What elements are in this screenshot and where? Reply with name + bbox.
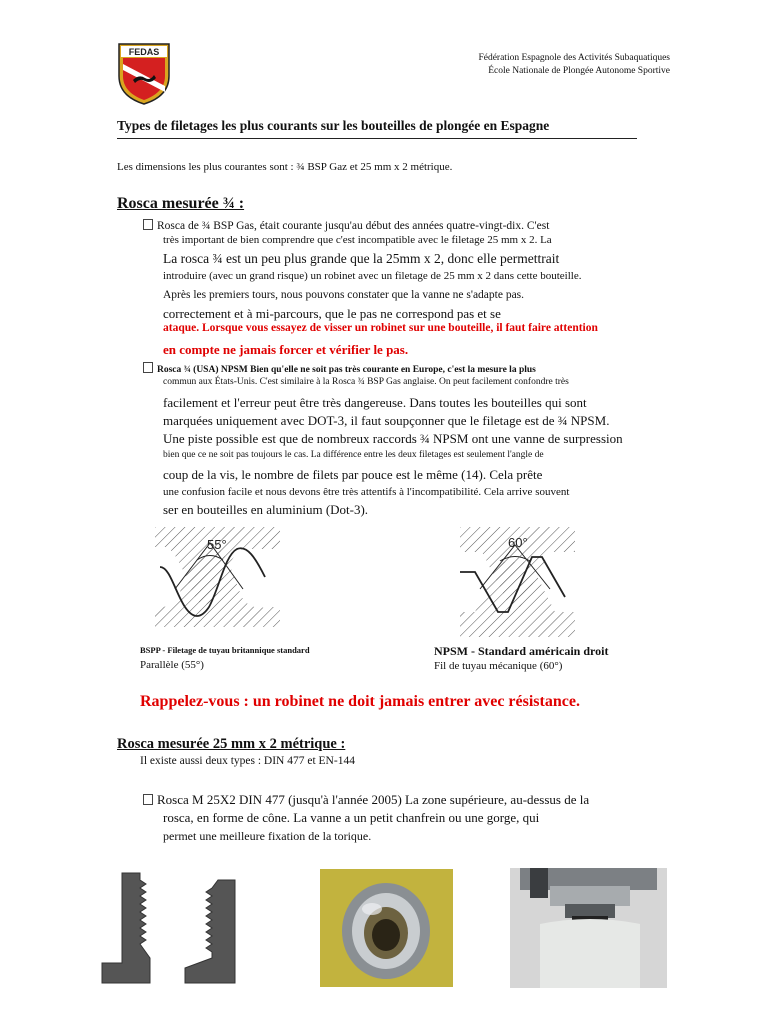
intro-text: Les dimensions les plus courantes sont : ¾ BSP Gaz et 25 mm x 2 métrique. bbox=[117, 161, 453, 173]
bullet1-line5: Après les premiers tours, nous pouvons constater que la vanne ne s'adapte pas. bbox=[163, 289, 525, 301]
bspp-caption-title: BSPP - Filetage de tuyau britannique standard bbox=[140, 645, 310, 655]
npsm-caption: Fil de tuyau mécanique (60°) bbox=[434, 660, 563, 672]
valve-oring-photo bbox=[510, 868, 667, 988]
bullet2-line1: Rosca ¾ (USA) NPSM Bien qu'elle ne soit pas très courante en Europe, c'est la mesure la plus bbox=[143, 362, 536, 375]
reminder-warning: Rappelez-vous : un robinet ne doit jamais entrer avec résistance. bbox=[140, 693, 580, 710]
npsm-angle-label: 60° bbox=[508, 535, 528, 550]
checkbox-icon bbox=[143, 794, 153, 805]
header-organization bbox=[420, 52, 670, 78]
section2-subtitle: Il existe aussi deux types : DIN 477 et EN-144 bbox=[140, 755, 355, 767]
logo-text: FEDAS bbox=[128, 47, 160, 57]
bullet1-line3: La rosca ¾ est un peu plus grande que la 25mm x 2, donc elle permettrait bbox=[163, 251, 560, 266]
cylinder-neck-photo bbox=[320, 869, 453, 987]
bullet2-line8: une confusion facile et nous devons être très attentifs à l'incompatibilité. Cela arrive souvent bbox=[163, 486, 570, 498]
bspp-thread-diagram bbox=[155, 527, 280, 627]
s2-bullet-line2: rosca, en forme de cône. La vanne a un petit chanfrein ou une gorge, qui bbox=[163, 810, 540, 825]
org-line-1: Fédération Espagnole des Activités Subaquatiques bbox=[478, 53, 670, 63]
npsm-caption-title: NPSM - Standard américain droit bbox=[434, 644, 609, 658]
bullet2-line5: Une piste possible est que de nombreux raccords ¾ NPSM ont une vanne de surpression bbox=[163, 431, 623, 446]
bullet1-warning-line1: ataque. Lorsque vous essayez de visser un robinet sur une bouteille, il faut faire attention bbox=[163, 322, 598, 334]
section1-heading: Rosca mesurée ¾ : bbox=[117, 195, 245, 212]
s2-bullet-line1: Rosca M 25X2 DIN 477 (jusqu'à l'année 2005) La zone supérieure, au-dessus de la bbox=[143, 792, 589, 808]
bullet1-line2: très important de bien comprendre que c'est incompatible avec le filetage 25 mm x 2. La bbox=[163, 234, 552, 246]
bullet1-line6: correctement et à mi-parcours, que le pas ne correspond pas et se bbox=[163, 306, 501, 321]
title-underline bbox=[117, 138, 637, 139]
din477-profile-drawing bbox=[100, 868, 270, 988]
bullet2-line3: facilement et l'erreur peut être très dangereuse. Dans toutes les bouteilles qui sont bbox=[163, 395, 587, 410]
bullet1-line4: introduire (avec un grand risque) un robinet avec un filetage de 25 mm x 2 dans cette bouteille. bbox=[163, 270, 582, 282]
bullet1-warning-line2: en compte ne jamais forcer et vérifier le pas. bbox=[163, 342, 409, 357]
bullet2-line7: coup de la vis, le nombre de filets par pouce est le même (14). Cela prête bbox=[163, 467, 543, 482]
bspp-caption: Parallèle (55°) bbox=[140, 659, 204, 671]
bullet2-line9: ser en bouteilles en aluminium (Dot-3). bbox=[163, 502, 369, 517]
checkbox-icon bbox=[143, 362, 153, 373]
bullet2-line2: commun aux États-Unis. C'est similaire à la Rosca ¾ BSP Gas anglaise. On peut facilement confondre très bbox=[163, 377, 569, 387]
org-line-2: École Nationale de Plongée Autonome Sportive bbox=[488, 66, 670, 76]
bullet2-line6: bien que ce ne soit pas toujours le cas. La différence entre les deux filetages est seulement l'angle de bbox=[163, 450, 544, 460]
section2-heading: Rosca mesurée 25 mm x 2 métrique : bbox=[117, 736, 346, 752]
s2-bullet-line3: permet une meilleure fixation de la torique. bbox=[163, 829, 372, 843]
fedas-logo bbox=[117, 42, 171, 106]
document-title: Types de filetages les plus courants sur les bouteilles de plongée en Espagne bbox=[117, 118, 550, 133]
checkbox-icon bbox=[143, 219, 153, 230]
bullet2-line4: marquées uniquement avec DOT-3, il faut soupçonner que le filetage est de ¾ NPSM. bbox=[163, 413, 610, 428]
bspp-angle-label: 55° bbox=[207, 537, 227, 552]
npsm-thread-diagram bbox=[460, 527, 575, 637]
bullet1-line1: Rosca de ¾ BSP Gas, était courante jusqu'au début des années quatre-vingt-dix. C'est bbox=[143, 219, 549, 232]
